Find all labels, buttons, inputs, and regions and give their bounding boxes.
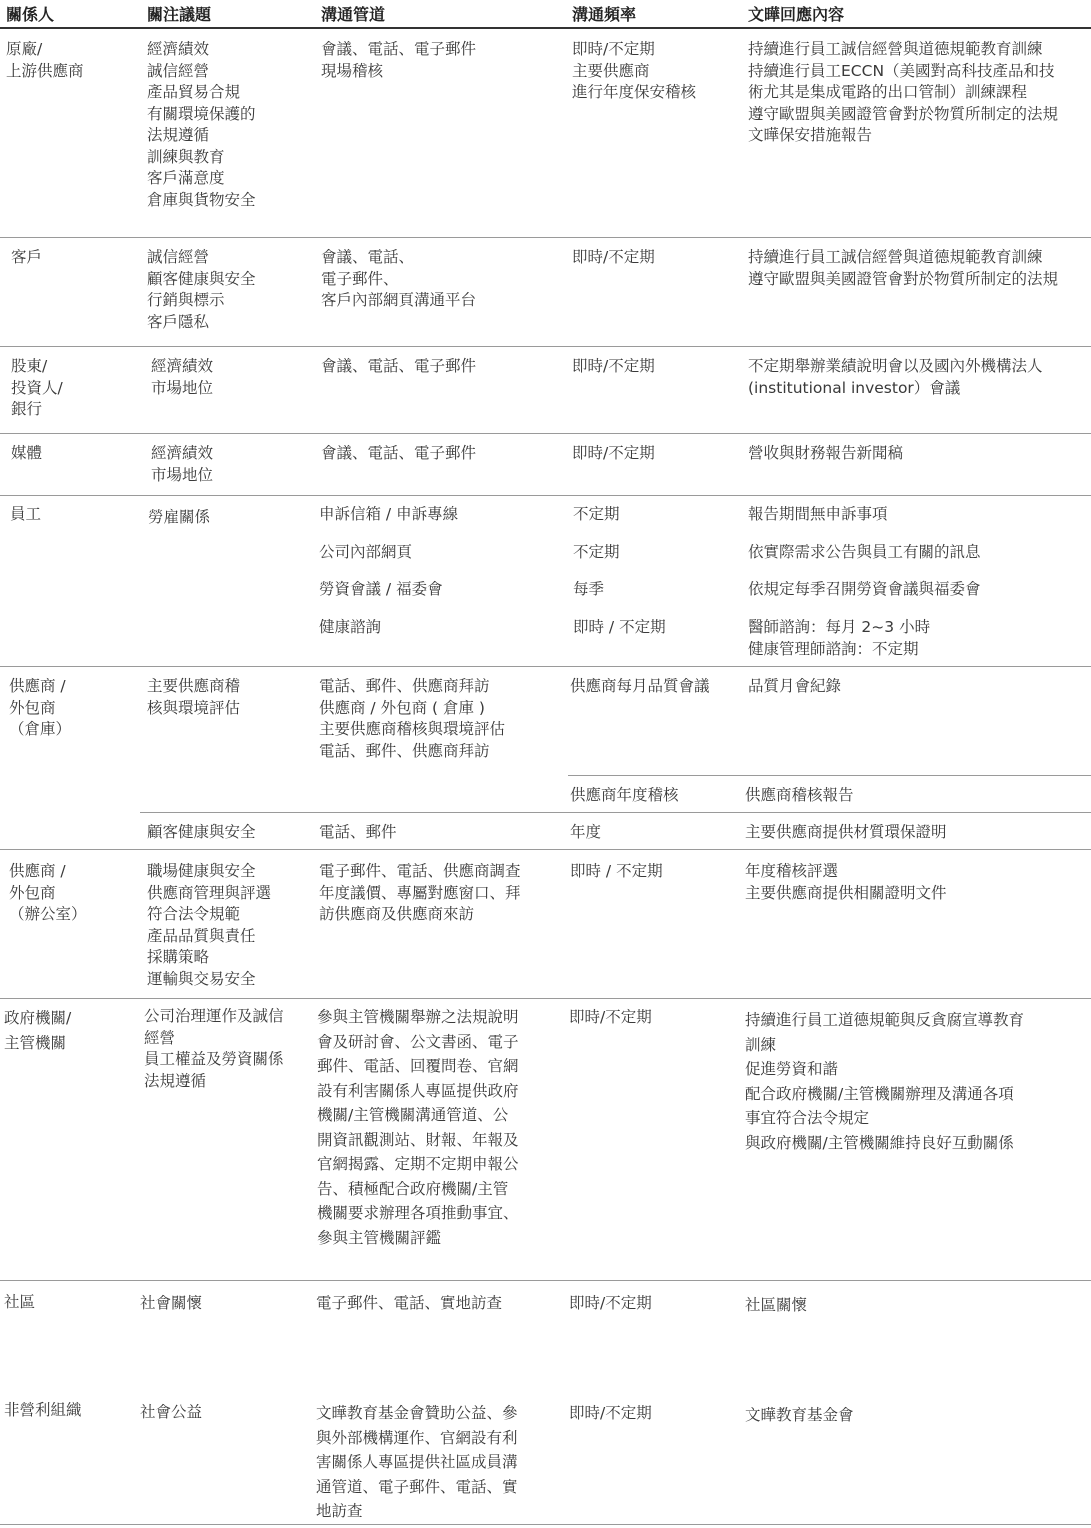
frequency-cell: 進行年度保安稽核 [572, 83, 697, 101]
channels-cell: 勞資會議 / 福委會 [319, 580, 443, 598]
frequency-cell: 即時/不定期 [572, 248, 655, 266]
stakeholder-cell: 政府機關/ [4, 1009, 72, 1027]
issues-cell: 社會公益 [140, 1403, 203, 1421]
frequency-cell: 即時/不定期 [572, 40, 655, 58]
issues-cell: 誠信經營 [147, 61, 210, 80]
issues-cell: 經濟績效 [151, 357, 214, 375]
stakeholder-cell: 銀行 [11, 400, 43, 418]
row-divider [0, 495, 1091, 496]
response-cell: 營收與財務報告新聞稿 [748, 444, 904, 462]
row-divider [0, 998, 1091, 999]
frequency-cell: 即時 / 不定期 [573, 618, 666, 636]
channels-cell: 會議、電話、電子郵件 [321, 40, 477, 58]
channels-cell: 通管道、電子郵件、電話、實 [316, 1477, 518, 1496]
response-cell: 年度稽核評選 [745, 862, 839, 880]
channels-cell: 告、積極配合政府機關/主管 [317, 1179, 509, 1198]
channels-cell: 文曄教育基金會贊助公益、參 [316, 1404, 518, 1422]
channels-cell: 健康諮詢 [319, 618, 382, 636]
channels-cell: 年度議價、專屬對應窗口、拜 [319, 883, 521, 902]
row-divider [0, 237, 1091, 238]
issues-cell: 經營 [144, 1028, 176, 1047]
issues-cell: 經濟績效 [151, 444, 214, 462]
issues-cell: 運輸與交易安全 [147, 969, 256, 988]
response-cell: 依規定每季召開勞資會議與福委會 [748, 580, 981, 598]
issues-cell: 職場健康與安全 [147, 862, 256, 880]
frequency-cell: 主要供應商 [572, 61, 650, 80]
response-cell: 供應商稽核報告 [745, 786, 854, 804]
channels-cell: 官網揭露、定期不定期申報公 [317, 1155, 519, 1173]
response-cell: 醫師諮詢：每月 2~3 小時 [748, 618, 931, 636]
stakeholder-cell: 員工 [10, 505, 42, 523]
issues-cell: 勞雇關係 [148, 508, 211, 526]
issues-cell: 員工權益及勞資關係 [144, 1050, 284, 1068]
channels-cell: 地訪查 [316, 1502, 363, 1520]
row-divider [0, 849, 1091, 850]
channels-cell: 申訴信箱 / 申訴專線 [319, 505, 459, 523]
response-cell: 持續進行員工誠信經營與道德規範教育訓練 [748, 248, 1043, 266]
stakeholder-cell: 媒體 [11, 444, 43, 462]
column-header: 關係人 [6, 5, 55, 24]
channels-cell: 主要供應商稽核與環境評估 [319, 720, 506, 738]
stakeholder-cell: 主管機關 [4, 1034, 67, 1052]
frequency-cell: 不定期 [573, 505, 620, 523]
channels-cell: 設有利害關係人專區提供政府 [317, 1081, 519, 1100]
stakeholder-cell: 外包商 [9, 883, 56, 902]
channels-cell: 會及研討會、公文書函、電子 [317, 1032, 519, 1051]
response-cell: 持續進行員工誠信經營與道德規範教育訓練 [748, 40, 1043, 58]
channels-cell: 電話、郵件 [319, 823, 397, 841]
channels-cell: 與外部機構運作、官網設有利 [316, 1428, 518, 1447]
issues-cell: 誠信經營 [147, 248, 210, 266]
issues-cell: 符合法令規範 [147, 905, 241, 923]
channels-cell: 客戶內部網頁溝通平台 [321, 291, 477, 309]
issues-cell: 公司治理運作及誠信 [144, 1007, 284, 1025]
frequency-cell: 每季 [573, 580, 605, 598]
channels-cell: 電話、郵件、供應商拜訪 [319, 741, 490, 760]
response-cell: 促進勞資和諧 [745, 1060, 839, 1078]
channels-cell: 供應商 / 外包商 ( 倉庫 ) [319, 698, 485, 717]
channels-cell: 現場稽核 [321, 61, 384, 80]
issues-cell: 經濟績效 [147, 40, 210, 58]
issues-cell: 市場地位 [151, 378, 214, 397]
issues-cell: 訓練與教育 [147, 147, 225, 166]
column-header: 文曄回應內容 [748, 5, 845, 24]
response-cell: (institutional investor）會議 [748, 378, 961, 397]
channels-cell: 電子郵件、 [321, 269, 399, 288]
issues-cell: 核與環境評估 [147, 698, 241, 717]
channels-cell: 電子郵件、電話、供應商調查 [319, 862, 521, 880]
channels-cell: 會議、電話、電子郵件 [321, 444, 477, 462]
stakeholder-cell: 供應商 / [9, 862, 66, 880]
channels-cell: 會議、電話、電子郵件 [321, 357, 477, 375]
response-cell: 文曄保安措施報告 [748, 126, 873, 144]
stakeholder-cell: 供應商 / [9, 677, 66, 695]
response-cell: 事宜符合法令規定 [745, 1109, 870, 1127]
frequency-cell: 即時/不定期 [569, 1294, 652, 1312]
row-divider [0, 1280, 1091, 1281]
response-cell: 訓練 [745, 1035, 777, 1054]
response-cell: 社區關懷 [745, 1296, 808, 1314]
row-divider [0, 433, 1091, 434]
response-cell: 報告期間無申訴事項 [748, 505, 888, 523]
channels-cell: 參與主管機關評鑑 [317, 1228, 442, 1247]
column-header: 溝通管道 [321, 5, 386, 24]
response-cell: 遵守歐盟與美國證管會對於物質所制定的法規 [748, 104, 1059, 123]
row-divider [0, 1524, 1091, 1525]
frequency-cell: 年度 [570, 823, 602, 841]
stakeholder-cell: （辦公室） [9, 905, 87, 923]
response-cell: 不定期舉辦業績說明會以及國內外機構法人 [748, 357, 1043, 375]
issues-cell: 產品貿易合規 [147, 83, 241, 101]
frequency-cell: 供應商每月品質會議 [570, 677, 710, 695]
stakeholder-cell: 客戶 [11, 248, 43, 266]
frequency-cell: 即時 / 不定期 [570, 862, 663, 880]
channels-cell: 開資訊觀測站、財報、年報及 [317, 1130, 519, 1149]
response-cell: 主要供應商提供相關證明文件 [745, 883, 947, 902]
channels-cell: 公司內部網頁 [319, 543, 413, 561]
issues-cell: 產品品質與責任 [147, 926, 256, 945]
frequency-cell: 即時/不定期 [569, 1008, 652, 1026]
frequency-cell: 供應商年度稽核 [570, 786, 679, 804]
row-divider [568, 775, 1091, 776]
stakeholder-cell: 原廠/ [6, 40, 43, 58]
frequency-cell: 不定期 [573, 543, 620, 561]
row-divider [0, 346, 1091, 347]
response-cell: 文曄教育基金會 [745, 1406, 854, 1424]
column-header: 溝通頻率 [572, 5, 637, 24]
response-cell: 與政府機關/主管機關維持良好互動關係 [745, 1133, 1014, 1152]
stakeholder-cell: 外包商 [9, 698, 56, 717]
frequency-cell: 即時/不定期 [572, 444, 655, 462]
channels-cell: 機關要求辦理各項推動事宜、 [317, 1204, 519, 1222]
issues-cell: 顧客健康與安全 [147, 269, 256, 288]
channels-cell: 機關/主管機關溝通管道、公 [317, 1106, 509, 1124]
stakeholder-cell: 股東/ [11, 357, 48, 375]
issues-cell: 供應商管理與評選 [147, 883, 272, 902]
channels-cell: 郵件、電話、回覆問卷、官網 [317, 1057, 519, 1075]
response-cell: 術尤其是集成電路的出口管制）訓練課程 [748, 83, 1028, 101]
issues-cell: 行銷與標示 [147, 291, 225, 309]
issues-cell: 主要供應商稽 [147, 677, 241, 695]
channels-cell: 會議、電話、 [321, 248, 415, 266]
response-cell: 健康管理師諮詢：不定期 [748, 639, 919, 658]
issues-cell: 顧客健康與安全 [147, 823, 256, 841]
stakeholder-cell: 非營利組織 [4, 1401, 82, 1419]
response-cell: 主要供應商提供材質環保證明 [745, 823, 947, 841]
channels-cell: 電子郵件、電話、實地訪查 [316, 1294, 503, 1312]
issues-cell: 法規遵循 [144, 1071, 207, 1090]
response-cell: 持續進行員工ECCN（美國對高科技產品和技 [748, 61, 1055, 80]
stakeholder-cell: 社區 [4, 1293, 36, 1311]
issues-cell: 採購策略 [147, 948, 210, 966]
channels-cell: 電話、郵件、供應商拜訪 [319, 677, 490, 695]
row-divider [0, 27, 1091, 29]
stakeholder-cell: （倉庫） [9, 720, 72, 738]
channels-cell: 參與主管機關舉辦之法規說明 [317, 1008, 519, 1026]
response-cell: 依實際需求公告與員工有關的訊息 [748, 543, 981, 561]
issues-cell: 社會關懷 [140, 1294, 203, 1312]
issues-cell: 客戶隱私 [147, 312, 210, 331]
row-divider [140, 812, 1091, 813]
response-cell: 配合政府機關/主管機關辦理及溝通各項 [745, 1084, 1014, 1103]
issues-cell: 法規遵循 [147, 126, 210, 144]
frequency-cell: 即時/不定期 [569, 1404, 652, 1422]
column-header: 關注議題 [147, 5, 212, 24]
channels-cell: 害關係人專區提供社區成員溝 [316, 1453, 518, 1471]
response-cell: 遵守歐盟與美國證管會對於物質所制定的法規 [748, 269, 1059, 288]
channels-cell: 訪供應商及供應商來訪 [319, 905, 475, 923]
response-cell: 品質月會紀錄 [748, 677, 842, 695]
issues-cell: 客戶滿意度 [147, 169, 225, 187]
frequency-cell: 即時/不定期 [572, 357, 655, 375]
stakeholder-cell: 投資人/ [11, 378, 63, 397]
row-divider [0, 666, 1091, 667]
issues-cell: 市場地位 [151, 465, 214, 484]
issues-cell: 倉庫與貨物安全 [147, 190, 256, 209]
issues-cell: 有關環境保護的 [147, 104, 256, 123]
response-cell: 持續進行員工道德規範與反貪腐宣導教育 [745, 1011, 1025, 1029]
stakeholder-cell: 上游供應商 [6, 61, 84, 80]
